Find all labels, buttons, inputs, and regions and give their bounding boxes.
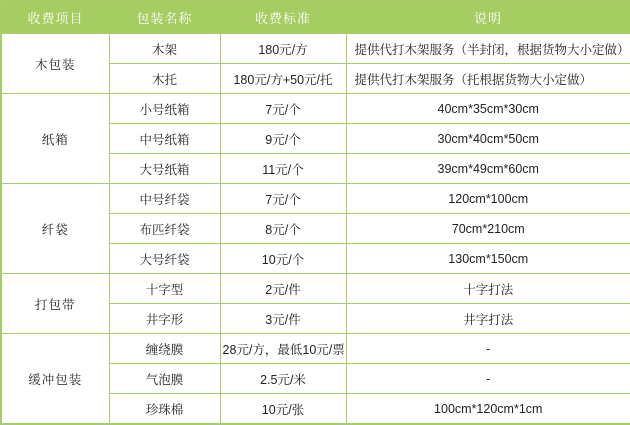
- fee-item-cell: 缓冲包装: [1, 334, 109, 425]
- table-row: [1, 34, 630, 64]
- package-name-cell: 中号纸箱: [109, 124, 220, 154]
- price-cell: 180元/方: [220, 34, 346, 64]
- note-cell: 100cm*120cm*1cm: [346, 394, 630, 425]
- package-name-cell: 大号纤袋: [109, 244, 220, 274]
- table-header: [1, 1, 630, 34]
- note-cell: 70cm*210cm: [346, 214, 630, 244]
- note-cell: 提供代打木架服务（半封闭，根据货物大小定做）: [346, 34, 630, 64]
- price-cell: 9元/个: [220, 124, 346, 154]
- package-name-cell: 珍珠棉: [109, 394, 220, 425]
- package-name-cell: 气泡膜: [109, 364, 220, 394]
- table-row: [1, 94, 630, 124]
- header-fee-item: 收费项目: [1, 1, 109, 34]
- note-cell: -: [346, 334, 630, 364]
- package-name-cell: 十字型: [109, 274, 220, 304]
- package-name-cell: 缠绕膜: [109, 334, 220, 364]
- table-row: [1, 334, 630, 364]
- package-name-cell: 井字形: [109, 304, 220, 334]
- note-cell: 39cm*49cm*60cm: [346, 154, 630, 184]
- price-cell: 2元/件: [220, 274, 346, 304]
- note-cell: 120cm*100cm: [346, 184, 630, 214]
- header-price-standard: 收费标准: [220, 1, 346, 34]
- package-name-cell: 小号纸箱: [109, 94, 220, 124]
- note-cell: 十字打法: [346, 274, 630, 304]
- fee-item-cell: 纤袋: [1, 184, 109, 274]
- price-cell: 180元/方+50元/托: [220, 64, 346, 94]
- header-row: [1, 1, 630, 34]
- fee-item-cell: 木包装: [1, 34, 109, 94]
- price-cell: 8元/个: [220, 214, 346, 244]
- fee-item-cell: 纸箱: [1, 94, 109, 184]
- price-cell: 28元/方，最低10元/票: [220, 334, 346, 364]
- package-name-cell: 大号纸箱: [109, 154, 220, 184]
- price-cell: 11元/个: [220, 154, 346, 184]
- package-name-cell: 木托: [109, 64, 220, 94]
- header-note: 说明: [346, 1, 630, 34]
- price-cell: 3元/件: [220, 304, 346, 334]
- table-row: [1, 184, 630, 214]
- note-cell: 井字打法: [346, 304, 630, 334]
- price-cell: 10元/张: [220, 394, 346, 425]
- header-package-name: 包装名称: [109, 1, 220, 34]
- price-cell: 10元/个: [220, 244, 346, 274]
- fee-item-cell: 打包带: [1, 274, 109, 334]
- price-cell: 7元/个: [220, 184, 346, 214]
- package-name-cell: 布匹纤袋: [109, 214, 220, 244]
- note-cell: 提供代打木架服务（托根据货物大小定做）: [346, 64, 630, 94]
- table-body: [1, 34, 630, 425]
- note-cell: -: [346, 364, 630, 394]
- package-name-cell: 中号纤袋: [109, 184, 220, 214]
- package-name-cell: 木架: [109, 34, 220, 64]
- note-cell: 40cm*35cm*30cm: [346, 94, 630, 124]
- table-row: [1, 274, 630, 304]
- note-cell: 30cm*40cm*50cm: [346, 124, 630, 154]
- price-cell: 7元/个: [220, 94, 346, 124]
- price-cell: 2.5元/米: [220, 364, 346, 394]
- note-cell: 130cm*150cm: [346, 244, 630, 274]
